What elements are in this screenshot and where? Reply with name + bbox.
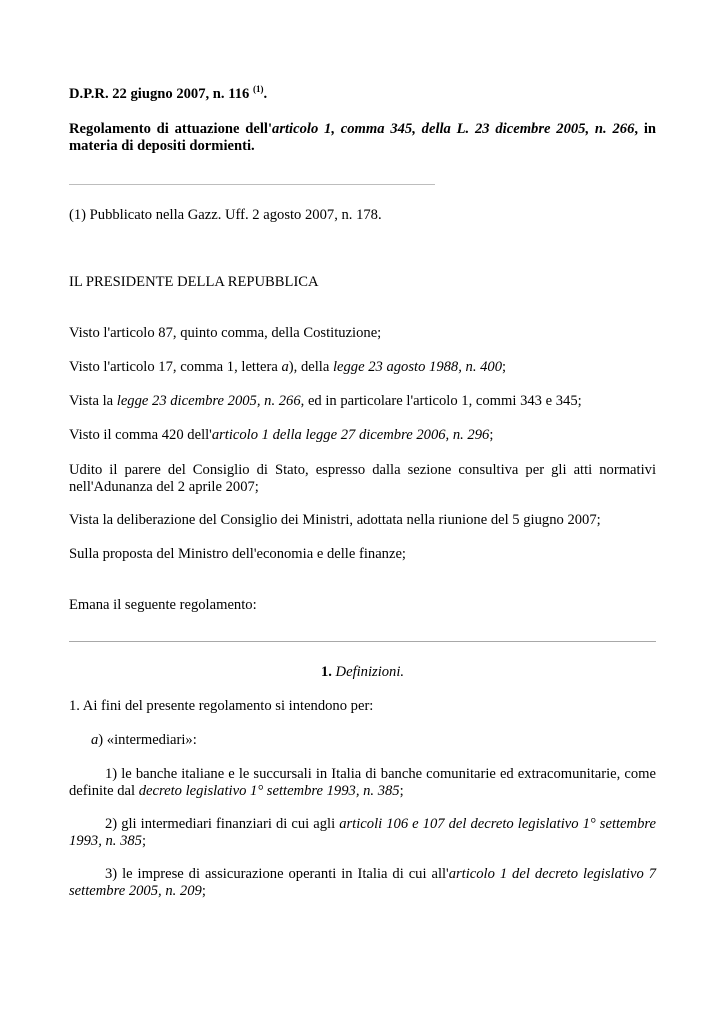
recital: Udito il parere del Consiglio di Stato, espresso dalla sezione consultiva per gli atti normativi nell'Adunanza del 2 aprile 2007; bbox=[69, 462, 656, 495]
issuing-authority: IL PRESIDENTE DELLA REPUBBLICA bbox=[69, 274, 319, 290]
recital: Vista la legge 23 dicembre 2005, n. 266, ed in particolare l'articolo 1, commi 343 e 345; bbox=[69, 393, 582, 409]
recital: Visto l'articolo 17, comma 1, lettera a), della legge 23 agosto 1988, n. 400; bbox=[69, 359, 507, 375]
article-paragraph: 1. Ai fini del presente regolamento si intendono per: bbox=[69, 698, 374, 714]
title-text: D.P.R. 22 giugno 2007, n. 116 bbox=[69, 86, 250, 102]
article-title: Definizioni. bbox=[335, 664, 405, 680]
document-title bbox=[69, 86, 656, 103]
document-subtitle bbox=[69, 121, 656, 155]
law-link[interactable]: articoli 106 e 107 del decreto legislativo 1° settembre 1993, n. 385 bbox=[69, 816, 656, 849]
enacting-clause: Emana il seguente regolamento: bbox=[69, 597, 257, 613]
footnote-ref[interactable]: (1) bbox=[252, 84, 264, 94]
title-end: . bbox=[263, 86, 268, 102]
article-heading bbox=[69, 664, 656, 681]
law-link[interactable]: legge 23 agosto 1988, n. 400 bbox=[332, 359, 503, 375]
article-number: 1. bbox=[320, 664, 332, 680]
recital: Sulla proposta del Ministro dell'economia e delle finanze; bbox=[69, 546, 406, 562]
article-letter: a) «intermediari»: bbox=[91, 732, 197, 748]
law-link[interactable]: articolo 1 della legge 27 dicembre 2006, n. 296 bbox=[211, 427, 490, 443]
article-item: 1) le banche italiane e le succursali in Italia di banche comunitarie ed extracomunitarie, come definite dal decreto legislativo 1° settembre 1993, n. 385; bbox=[69, 766, 656, 799]
subtitle-text-end: , in materia di depositi dormienti. bbox=[69, 121, 656, 154]
article-item: 2) gli intermediari finanziari di cui agli articoli 106 e 107 del decreto legislativo 1° settembre 1993, n. 385; bbox=[69, 816, 656, 849]
law-link[interactable]: articolo 1 del decreto legislativo 7 settembre 2005, n. 209 bbox=[69, 866, 656, 899]
subtitle-text: Regolamento di attuazione dell' bbox=[69, 121, 273, 137]
footnote-divider bbox=[69, 184, 435, 185]
article-item: 3) le imprese di assicurazione operanti in Italia di cui all'articolo 1 del decreto legislativo 7 settembre 2005, n. 209; bbox=[69, 866, 656, 899]
recital: Visto il comma 420 dell'articolo 1 della legge 27 dicembre 2006, n. 296; bbox=[69, 427, 494, 443]
subtitle-law-link[interactable]: articolo 1, comma 345, della L. 23 dicembre 2005, n. 266 bbox=[272, 121, 635, 137]
law-link[interactable]: legge 23 dicembre 2005, n. 266 bbox=[116, 393, 301, 409]
law-link[interactable]: decreto legislativo 1° settembre 1993, n. 385 bbox=[138, 783, 400, 799]
footnote: (1) Pubblicato nella Gazz. Uff. 2 agosto 2007, n. 178. bbox=[69, 207, 382, 223]
recital: Visto l'articolo 87, quinto comma, della Costituzione; bbox=[69, 325, 382, 341]
recital: Vista la deliberazione del Consiglio dei Ministri, adottata nella riunione del 5 giugno 2007; bbox=[69, 512, 601, 528]
section-divider bbox=[69, 641, 656, 642]
